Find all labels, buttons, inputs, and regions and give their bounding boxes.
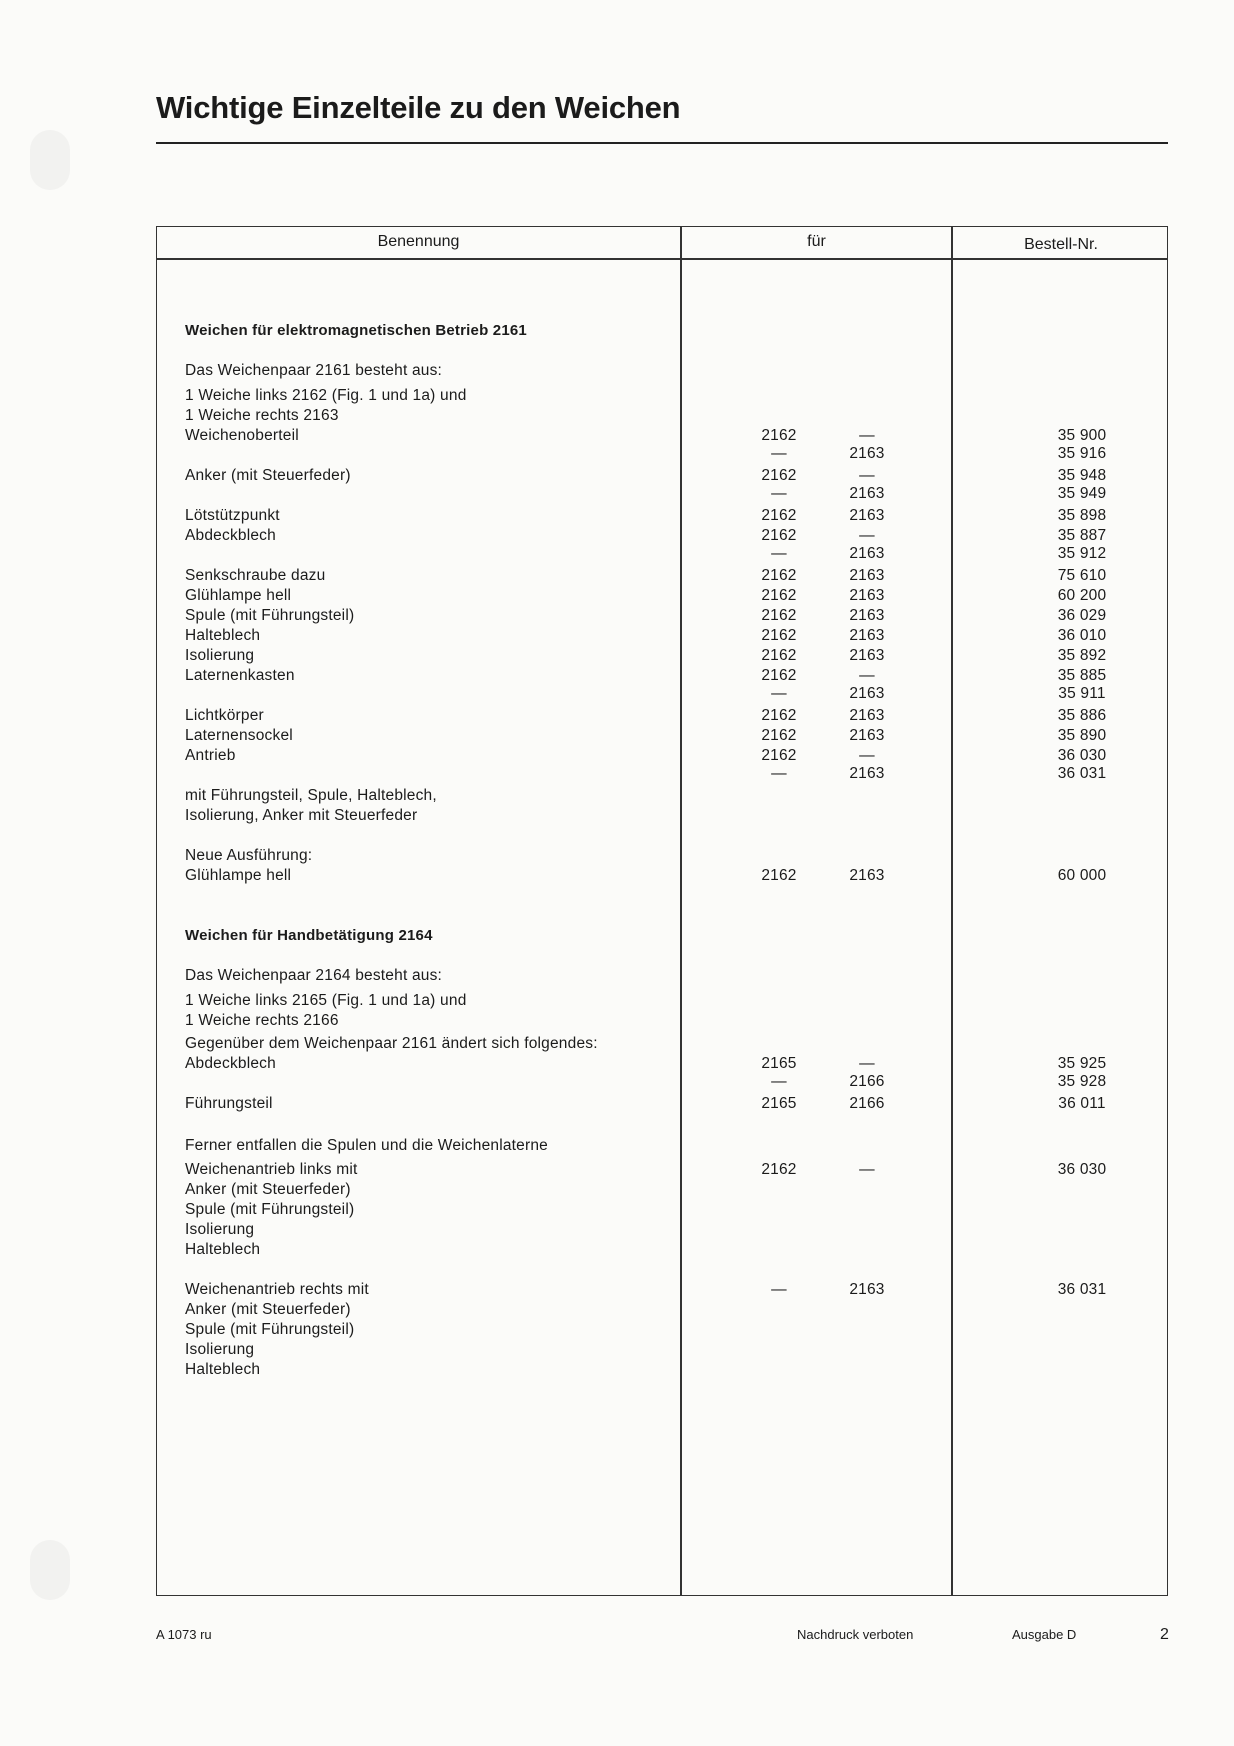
part-name: 1 Weiche rechts 2163 (185, 407, 339, 424)
order-number-cell: 36 030 (1057, 1161, 1107, 1178)
for-left-cell: — (771, 485, 787, 502)
part-name: Lichtkörper (185, 707, 264, 724)
for-left-cell: — (771, 545, 787, 562)
for-right-cell: 2163 (849, 685, 885, 702)
table-row (157, 1073, 1167, 1095)
table-row (157, 1341, 1167, 1363)
for-left-cell: — (771, 1281, 787, 1298)
table-row (157, 545, 1167, 567)
table-row (157, 787, 1167, 809)
for-left-cell: 2162 (761, 627, 797, 644)
table-row (157, 1321, 1167, 1343)
for-left-cell: 2162 (761, 467, 797, 484)
order-number-cell: 35 916 (1057, 445, 1107, 462)
part-name: 1 Weiche links 2165 (Fig. 1 und 1a) und (185, 992, 467, 1009)
order-number-cell: 36 031 (1057, 765, 1107, 782)
for-right-cell: 2166 (849, 1073, 885, 1090)
column-header-for: für (807, 233, 826, 250)
table-row (157, 1361, 1167, 1383)
table-row (157, 587, 1167, 609)
for-right-cell: 2163 (849, 607, 885, 624)
page-number: 2 (1160, 1626, 1169, 1643)
for-left-cell: 2162 (761, 1161, 797, 1178)
for-right-cell: — (859, 467, 875, 484)
for-left-cell: 2162 (761, 647, 797, 664)
part-name: 1 Weiche links 2162 (Fig. 1 und 1a) und (185, 387, 467, 404)
for-right-cell: — (859, 427, 875, 444)
for-right-cell: 2163 (849, 567, 885, 584)
for-right-cell: 2163 (849, 647, 885, 664)
for-left-cell: 2165 (761, 1095, 797, 1112)
for-right-cell: 2163 (849, 707, 885, 724)
table-row (157, 992, 1167, 1014)
part-name: Glühlampe hell (185, 587, 292, 604)
column-header-order-number: Bestell-Nr. (1024, 236, 1098, 253)
for-left-cell: 2162 (761, 587, 797, 604)
table-row (157, 485, 1167, 507)
punch-hole (30, 1540, 70, 1600)
table-row (157, 647, 1167, 669)
part-name: Weichenoberteil (185, 427, 299, 444)
table-row (157, 1201, 1167, 1223)
for-left-cell: — (771, 685, 787, 702)
section-heading: Weichen für elektromagnetischen Betrieb 2161 (185, 322, 527, 339)
order-number-cell: 35 890 (1057, 727, 1107, 744)
part-name: Anker (mit Steuerfeder) (185, 1301, 351, 1318)
for-right-cell: 2163 (849, 627, 885, 644)
part-name: Das Weichenpaar 2161 besteht aus: (185, 362, 443, 379)
table-row (157, 847, 1167, 869)
table-row (157, 927, 1167, 949)
column-header-name: Benennung (377, 233, 460, 250)
page-title: Wichtige Einzelteile zu den Weichen (156, 90, 681, 125)
for-left-cell: 2162 (761, 427, 797, 444)
part-name: Isolierung (185, 647, 255, 664)
table-row (157, 507, 1167, 529)
for-right-cell: — (859, 1055, 875, 1072)
part-name: 1 Weiche rechts 2166 (185, 1012, 339, 1029)
table-row (157, 1281, 1167, 1303)
order-number-cell: 35 911 (1058, 685, 1106, 702)
part-name: Halteblech (185, 627, 261, 644)
table-row (157, 567, 1167, 589)
for-left-cell: 2162 (761, 867, 797, 884)
part-name: Laternensockel (185, 727, 293, 744)
for-left-cell: 2165 (761, 1055, 797, 1072)
order-number-cell: 75 610 (1057, 567, 1107, 584)
for-right-cell: 2163 (849, 765, 885, 782)
for-left-cell: 2162 (761, 527, 797, 544)
order-number-cell: 35 948 (1057, 467, 1107, 484)
part-name: Spule (mit Führungsteil) (185, 607, 355, 624)
table-row (157, 1035, 1167, 1057)
part-name: Neue Ausführung: (185, 847, 313, 864)
edition-label: Ausgabe D (1012, 1627, 1077, 1642)
order-number-cell: 36 011 (1058, 1095, 1106, 1112)
order-number-cell: 35 900 (1057, 427, 1107, 444)
for-left-cell: 2162 (761, 747, 797, 764)
for-right-cell: 2163 (849, 485, 885, 502)
for-left-cell: 2162 (761, 727, 797, 744)
table-row (157, 387, 1167, 409)
order-number-cell: 36 029 (1057, 607, 1107, 624)
for-right-cell: 2166 (849, 1095, 885, 1112)
for-left-cell: 2162 (761, 607, 797, 624)
part-name: Spule (mit Führungsteil) (185, 1201, 355, 1218)
table-row (157, 445, 1167, 467)
order-number-cell: 60 200 (1057, 587, 1107, 604)
for-right-cell: — (859, 747, 875, 764)
table-row (157, 1095, 1167, 1117)
table-row (157, 765, 1167, 787)
for-left-cell: — (771, 445, 787, 462)
part-name: Antrieb (185, 747, 236, 764)
order-number-cell: 36 031 (1057, 1281, 1107, 1298)
table-row (157, 1012, 1167, 1034)
for-right-cell: — (859, 1161, 875, 1178)
for-right-cell: — (859, 667, 875, 684)
table-row (157, 1137, 1167, 1159)
table-row (157, 807, 1167, 829)
for-right-cell: 2163 (849, 1281, 885, 1298)
part-name: Isolierung (185, 1221, 255, 1238)
for-left-cell: 2162 (761, 707, 797, 724)
part-name: Lötstützpunkt (185, 507, 280, 524)
order-number-cell: 35 912 (1057, 545, 1107, 562)
section-heading: Weichen für Handbetätigung 2164 (185, 927, 433, 944)
part-name: mit Führungsteil, Spule, Halteblech, (185, 787, 437, 804)
part-name: Weichenantrieb links mit (185, 1161, 358, 1178)
order-number-cell: 35 886 (1057, 707, 1107, 724)
table-row (157, 407, 1167, 429)
part-name: Das Weichenpaar 2164 besteht aus: (185, 967, 443, 984)
for-right-cell: 2163 (849, 545, 885, 562)
for-right-cell: 2163 (849, 867, 885, 884)
table-row (157, 627, 1167, 649)
part-name: Weichenantrieb rechts mit (185, 1281, 369, 1298)
order-number-cell: 36 010 (1057, 627, 1107, 644)
table-row (157, 1181, 1167, 1203)
part-name: Anker (mit Steuerfeder) (185, 1181, 351, 1198)
part-name: Anker (mit Steuerfeder) (185, 467, 351, 484)
part-name: Gegenüber dem Weichenpaar 2161 ändert sich folgendes: (185, 1035, 598, 1052)
for-left-cell: 2162 (761, 667, 797, 684)
for-right-cell: 2163 (849, 445, 885, 462)
table-row (157, 727, 1167, 749)
for-left-cell: 2162 (761, 567, 797, 584)
table-row (157, 322, 1167, 344)
order-number-cell: 35 885 (1057, 667, 1107, 684)
part-name: Isolierung (185, 1341, 255, 1358)
table-row (157, 685, 1167, 707)
for-right-cell: 2163 (849, 587, 885, 604)
header-divider (157, 258, 1167, 260)
table-row (157, 967, 1167, 989)
part-name: Abdeckblech (185, 1055, 276, 1072)
for-left-cell: — (771, 1073, 787, 1090)
part-name: Führungsteil (185, 1095, 273, 1112)
part-name: Spule (mit Führungsteil) (185, 1321, 355, 1338)
part-name: Ferner entfallen die Spulen und die Weichenlaterne (185, 1137, 549, 1154)
document-code: A 1073 ru (156, 1627, 212, 1642)
order-number-cell: 35 925 (1057, 1055, 1107, 1072)
table-row (157, 867, 1167, 889)
order-number-cell: 36 030 (1057, 747, 1107, 764)
table-row (157, 1241, 1167, 1263)
order-number-cell: 35 887 (1057, 527, 1107, 544)
table-row (157, 607, 1167, 629)
order-number-cell: 60 000 (1057, 867, 1107, 884)
table-row (157, 1161, 1167, 1183)
for-left-cell: 2162 (761, 507, 797, 524)
part-name: Abdeckblech (185, 527, 276, 544)
for-right-cell: — (859, 527, 875, 544)
punch-hole (30, 130, 70, 190)
title-rule (156, 142, 1168, 144)
table-row (157, 1301, 1167, 1323)
order-number-cell: 35 892 (1057, 647, 1107, 664)
part-name: Senkschraube dazu (185, 567, 326, 584)
part-name: Halteblech (185, 1361, 261, 1378)
order-number-cell: 35 928 (1057, 1073, 1107, 1090)
part-name: Laternenkasten (185, 667, 295, 684)
order-number-cell: 35 949 (1057, 485, 1107, 502)
table-row (157, 707, 1167, 729)
reprint-notice: Nachdruck verboten (797, 1627, 914, 1642)
for-right-cell: 2163 (849, 507, 885, 524)
parts-table (156, 226, 1168, 1596)
table-row (157, 1221, 1167, 1243)
part-name: Glühlampe hell (185, 867, 292, 884)
for-left-cell: — (771, 765, 787, 782)
table-row (157, 362, 1167, 384)
for-right-cell: 2163 (849, 727, 885, 744)
part-name: Isolierung, Anker mit Steuerfeder (185, 807, 418, 824)
part-name: Halteblech (185, 1241, 261, 1258)
order-number-cell: 35 898 (1057, 507, 1107, 524)
